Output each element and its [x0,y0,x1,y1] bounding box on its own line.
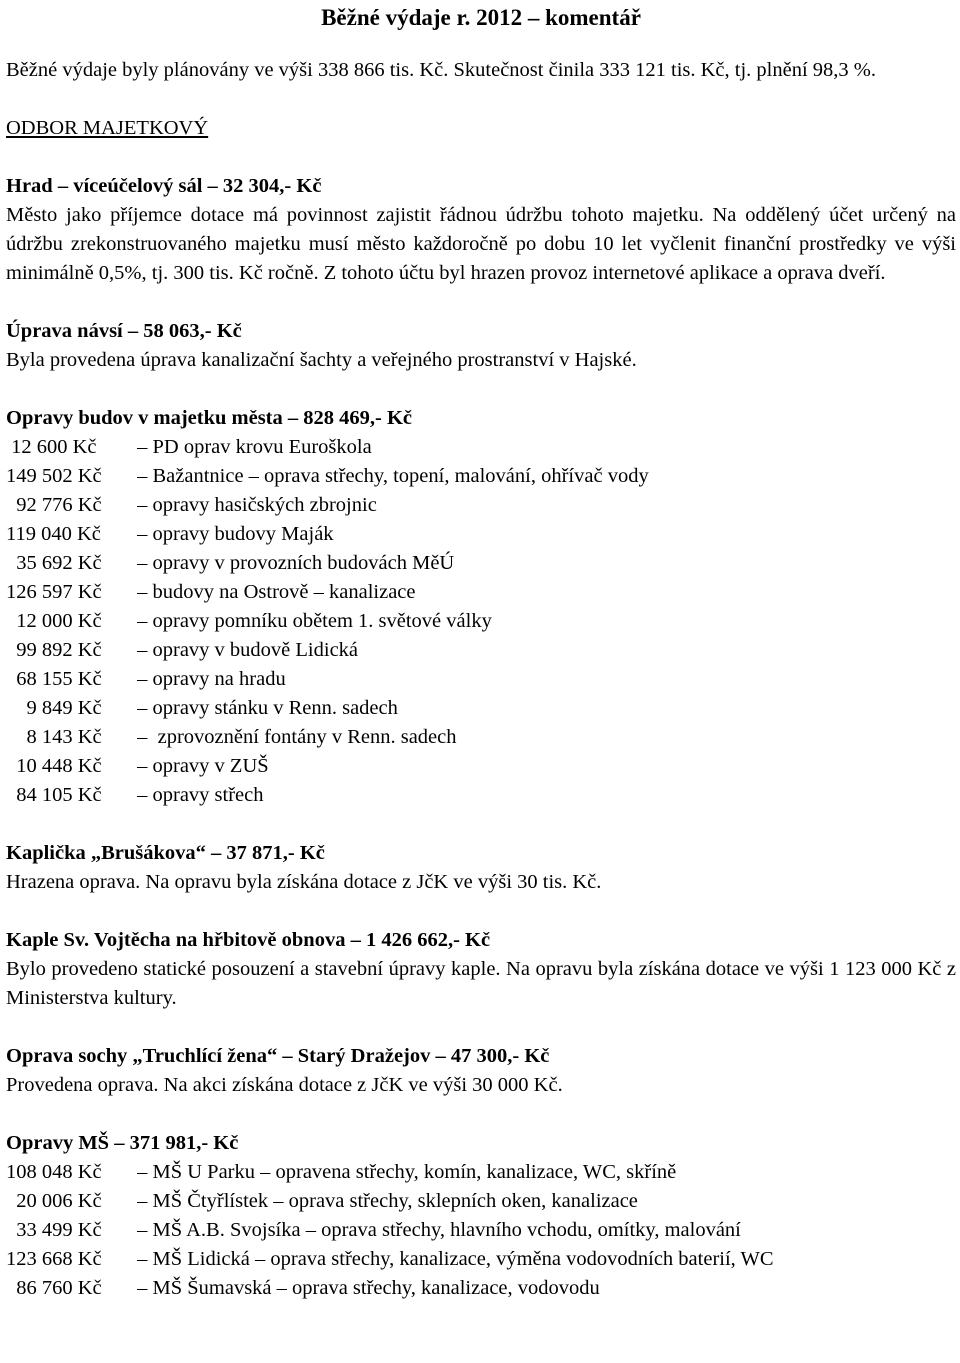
item-description: – zprovoznění fontány v Renn. sadech [137,726,457,748]
item-amount: 33 499 Kč [6,1219,102,1241]
section-heading: Úprava návsí – 58 063,- Kč [6,320,242,342]
list-item [6,578,956,607]
item-description: – MŠ A.B. Svojsíka – oprava střechy, hlavního vchodu, omítky, malování [137,1219,741,1241]
list-item [6,723,956,752]
item-amount: 8 143 Kč [6,726,102,748]
item-amount: 99 892 Kč [6,639,102,661]
section-text: Hrazena oprava. Na opravu byla získána dotace z JčK ve výši 30 tis. Kč. [6,871,602,893]
expense-list [6,433,956,810]
item-description: – opravy budovy Maják [137,523,334,545]
list-item [6,462,956,491]
item-amount: 12 000 Kč [6,610,102,632]
section-kaple [6,926,956,1013]
item-amount: 123 668 Kč [6,1248,102,1270]
item-description: – opravy hasičských zbrojnic [137,494,377,516]
item-description: – opravy v budově Lidická [137,639,359,661]
item-amount: 86 760 Kč [6,1277,102,1299]
item-description: – MŠ Šumavská – oprava střechy, kanalizace, vodovodu [137,1277,600,1299]
list-item [6,694,956,723]
section-budovy [6,404,956,810]
list-item [6,1216,956,1245]
list-item [6,491,956,520]
item-description: – MŠ Lidická – oprava střechy, kanalizace, výměna vodovodních baterií, WC [137,1248,774,1270]
section-heading: Opravy budov v majetku města – 828 469,- Kč [6,407,413,429]
item-description: – opravy v ZUŠ [137,755,269,777]
item-amount: 68 155 Kč [6,668,102,690]
list-item [6,1245,956,1274]
item-amount: 9 849 Kč [6,697,102,719]
item-amount: 12 600 Kč [6,436,97,458]
item-description: – PD oprav krovu Euroškola [137,436,372,458]
section-heading: Kaplička „Brušákova“ – 37 871,- Kč [6,842,325,864]
expense-list [6,1158,956,1303]
list-item [6,1274,956,1303]
list-item [6,665,956,694]
intro-paragraph: Běžné výdaje byly plánovány ve výši 338 866 tis. Kč. Skutečnost činila 333 121 tis. Kč, tj. plnění 98,3 %. [6,59,876,81]
department-heading: ODBOR MAJETKOVÝ [6,117,209,139]
item-amount: 108 048 Kč [6,1161,102,1183]
list-item [6,781,956,810]
section-heading: Oprava sochy „Truchlící žena“ – Starý Dražejov – 47 300,- Kč [6,1045,550,1067]
section-text: Město jako příjemce dotace má povinnost zajistit řádnou údržbu tohoto majetku. Na oddělený účet určený na údržbu zrekonstruovaného majetku musí město každoročně po dobu 10 let vyčlenit finanční prostředky ve výši minimálně 0,5%, tj. 300 tis. Kč ročně. Z tohoto účtu byl hrazen provoz internetové aplikace a oprava dveří. [6,204,956,284]
list-item [6,1187,956,1216]
item-description: – MŠ U Parku – opravena střechy, komín, kanalizace, WC, skříně [137,1161,677,1183]
item-amount: 119 040 Kč [6,523,101,545]
item-amount: 35 692 Kč [6,552,102,574]
item-description: – opravy střech [137,784,264,806]
list-item [6,607,956,636]
item-amount: 149 502 Kč [6,465,102,487]
list-item [6,520,956,549]
list-item [6,636,956,665]
section-text: Bylo provedeno statické posouzení a stavební úpravy kaple. Na opravu byla získána dotace ve výši 1 123 000 Kč z Ministerstva kultury. [6,958,956,1009]
item-description: – Bažantnice – oprava střechy, topení, malování, ohřívač vody [137,465,649,487]
item-amount: 126 597 Kč [6,581,102,603]
list-item [6,549,956,578]
page-title: Běžné výdaje r. 2012 – komentář [321,5,641,30]
section-text: Byla provedena úprava kanalizační šachty a veřejného prostranství v Hajské. [6,349,637,371]
section-heading: Opravy MŠ – 371 981,- Kč [6,1132,239,1154]
section-text: Provedena oprava. Na akci získána dotace z JčK ve výši 30 000 Kč. [6,1074,563,1096]
item-description: – budovy na Ostrově – kanalizace [137,581,416,603]
section-ms [6,1129,956,1303]
item-description: – opravy v provozních budovách MěÚ [137,552,455,574]
section-hrad [6,172,956,288]
item-amount: 84 105 Kč [6,784,102,806]
list-item [6,1158,956,1187]
item-description: – MŠ Čtyřlístek – oprava střechy, sklepních oken, kanalizace [137,1190,638,1212]
item-description: – opravy stánku v Renn. sadech [137,697,398,719]
section-heading: Hrad – víceúčelový sál – 32 304,- Kč [6,175,322,197]
item-amount: 10 448 Kč [6,755,102,777]
item-amount: 20 006 Kč [6,1190,102,1212]
section-navsi [6,317,956,375]
section-heading: Kaple Sv. Vojtěcha na hřbitově obnova – 1 426 662,- Kč [6,929,491,951]
list-item [6,433,956,462]
item-description: – opravy na hradu [137,668,286,690]
item-description: – opravy pomníku obětem 1. světové války [137,610,492,632]
section-socha [6,1042,956,1100]
item-amount: 92 776 Kč [6,494,102,516]
section-kaplicka [6,839,956,897]
document-page [6,0,956,1303]
list-item [6,752,956,781]
